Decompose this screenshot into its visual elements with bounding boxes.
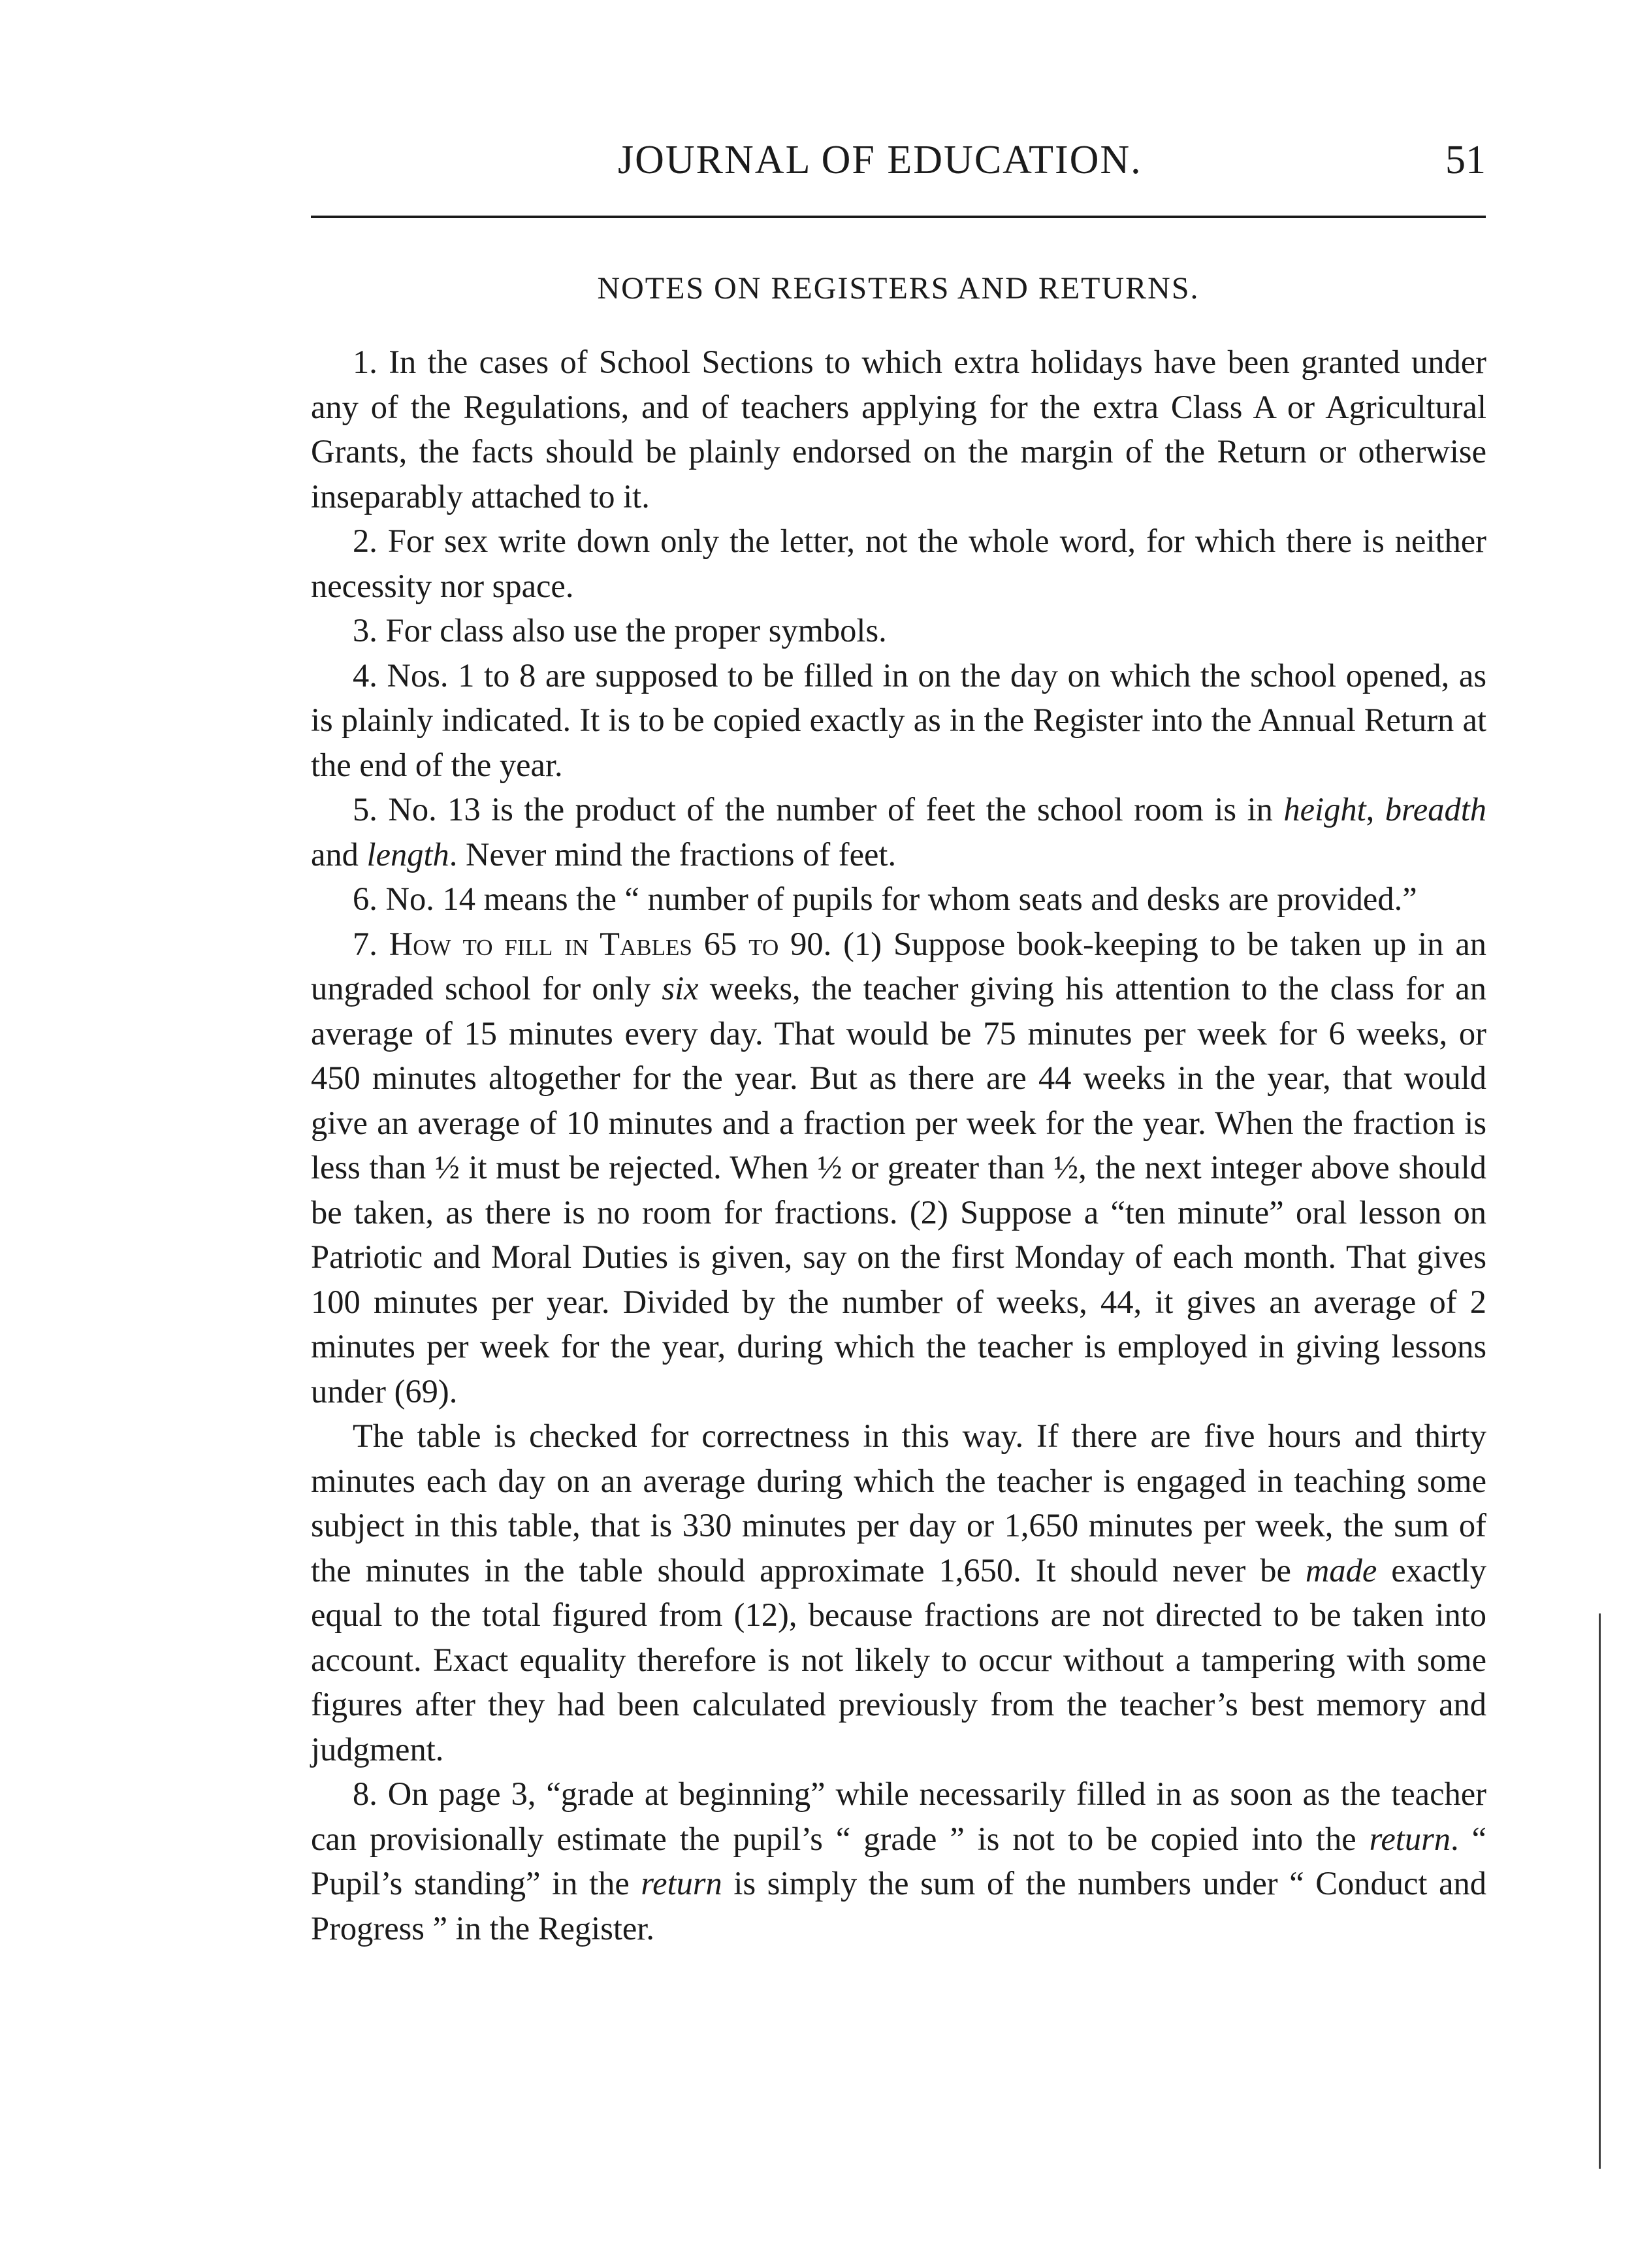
table-check-text: The table is checked for correctness in this way. If there are five hours and thirty minutes each day on an average during which the teacher is engaged in teaching some subject in this table, that is 330 minutes per day or 1,650 minutes per week, the sum of the minutes in the table should approximate 1,650. It should never be [311, 1418, 1486, 1589]
note-5 [311, 787, 1486, 877]
note-4: 4. Nos. 1 to 8 are supposed to be filled in on the day on which the school opened, as is plainly indicated. It is to be copied exactly as in the Register into the Annual Return at the end of the year. [311, 656, 1486, 783]
note-7-emphasis: six [662, 970, 699, 1007]
note-3: 3. For class also use the proper symbols. [353, 612, 887, 649]
note-8-text: 8. On page 3, “grade at beginning” while necessarily filled in as soon as the teacher can provisionally estimate the pupil’s “ grade ” is not to be copied into the [311, 1775, 1486, 1857]
note-8-emphasis: return [641, 1865, 722, 1902]
note-5-text: . Never mind the fractions of feet. [449, 835, 897, 873]
note-7-text: (1) Suppose book-keeping to be taken up in an ungraded school for only [311, 925, 1486, 1007]
note-7-heading: How to fill in Tables 65 to 90. [389, 925, 832, 962]
table-check-text: exactly equal to the total figured from (12), because fractions are not directed to be taken into account. Exact equality therefore is not likely to occur without a tampering with some figures after they had been calculated previously from the teacher’s best memory and judgment. [311, 1551, 1486, 1768]
note-8-emphasis: return [1369, 1820, 1451, 1857]
note-6: 6. No. 14 means the “ number of pupils for whom seats and desks are provided.” [353, 881, 1417, 917]
margin-rule [1599, 1613, 1601, 2169]
note-8 [311, 1772, 1486, 1951]
note-5-height: height [1283, 791, 1366, 828]
note-5-sep: and [311, 835, 367, 873]
journal-title: JOURNAL OF EDUCATION. [618, 138, 1142, 182]
running-head [311, 128, 1486, 206]
note-7-text: weeks, the teacher giving his attention to the class for an average of 15 minutes every day. That would be 75 minutes per week for 6 weeks, or 450 minutes altogether for the year. But as there are 44 weeks in the year, that would give an average of 10 minutes and a fraction per week for the year. When the fraction is less than ½ it must be rejected. When ½ or greater than ½, the next integer above should be taken, as there is no room for fractions. (2) Suppose a “ten minute” oral lesson on Patriotic and Moral Duties is given, say on the first Monday of each month. That gives 100 minutes per year. Divided by the number of weeks, 44, it gives an average of 2 minutes per week for the year, during which the teacher is employed in giving lessons under (69). [311, 970, 1486, 1410]
note-1: 1. In the cases of School Sections to which extra holidays have been granted under any of the Regulations, and of teachers applying for the extra Class A or Agricultural Grants, the facts should be plainly endorsed on the margin of the Return or otherwise inseparably attached to it. [311, 344, 1486, 515]
note-8-text: is simply the sum of the numbers under “ Conduct and Progress ” in the Register. [311, 1865, 1486, 1947]
note-5-text: 5. No. 13 is the product of the number of feet the school room is in [353, 791, 1284, 828]
article-body [311, 340, 1486, 1951]
table-check-paragraph [311, 1414, 1486, 1772]
note-7 [311, 922, 1486, 1414]
page-number: 51 [1445, 138, 1486, 182]
note-7-number: 7. [353, 925, 389, 962]
header-rule [311, 216, 1486, 218]
note-2: 2. For sex write down only the letter, not the whole word, for which there is neither necessity nor space. [311, 523, 1486, 604]
note-8-text: . “ Pupil’s standing” in the [311, 1820, 1486, 1902]
note-5-breadth: breadth [1385, 791, 1486, 828]
note-5-length: length [366, 835, 449, 873]
note-5-sep: , [1366, 791, 1385, 828]
table-check-emphasis: made [1305, 1551, 1377, 1589]
section-title: NOTES ON REGISTERS AND RETURNS. [597, 271, 1200, 306]
